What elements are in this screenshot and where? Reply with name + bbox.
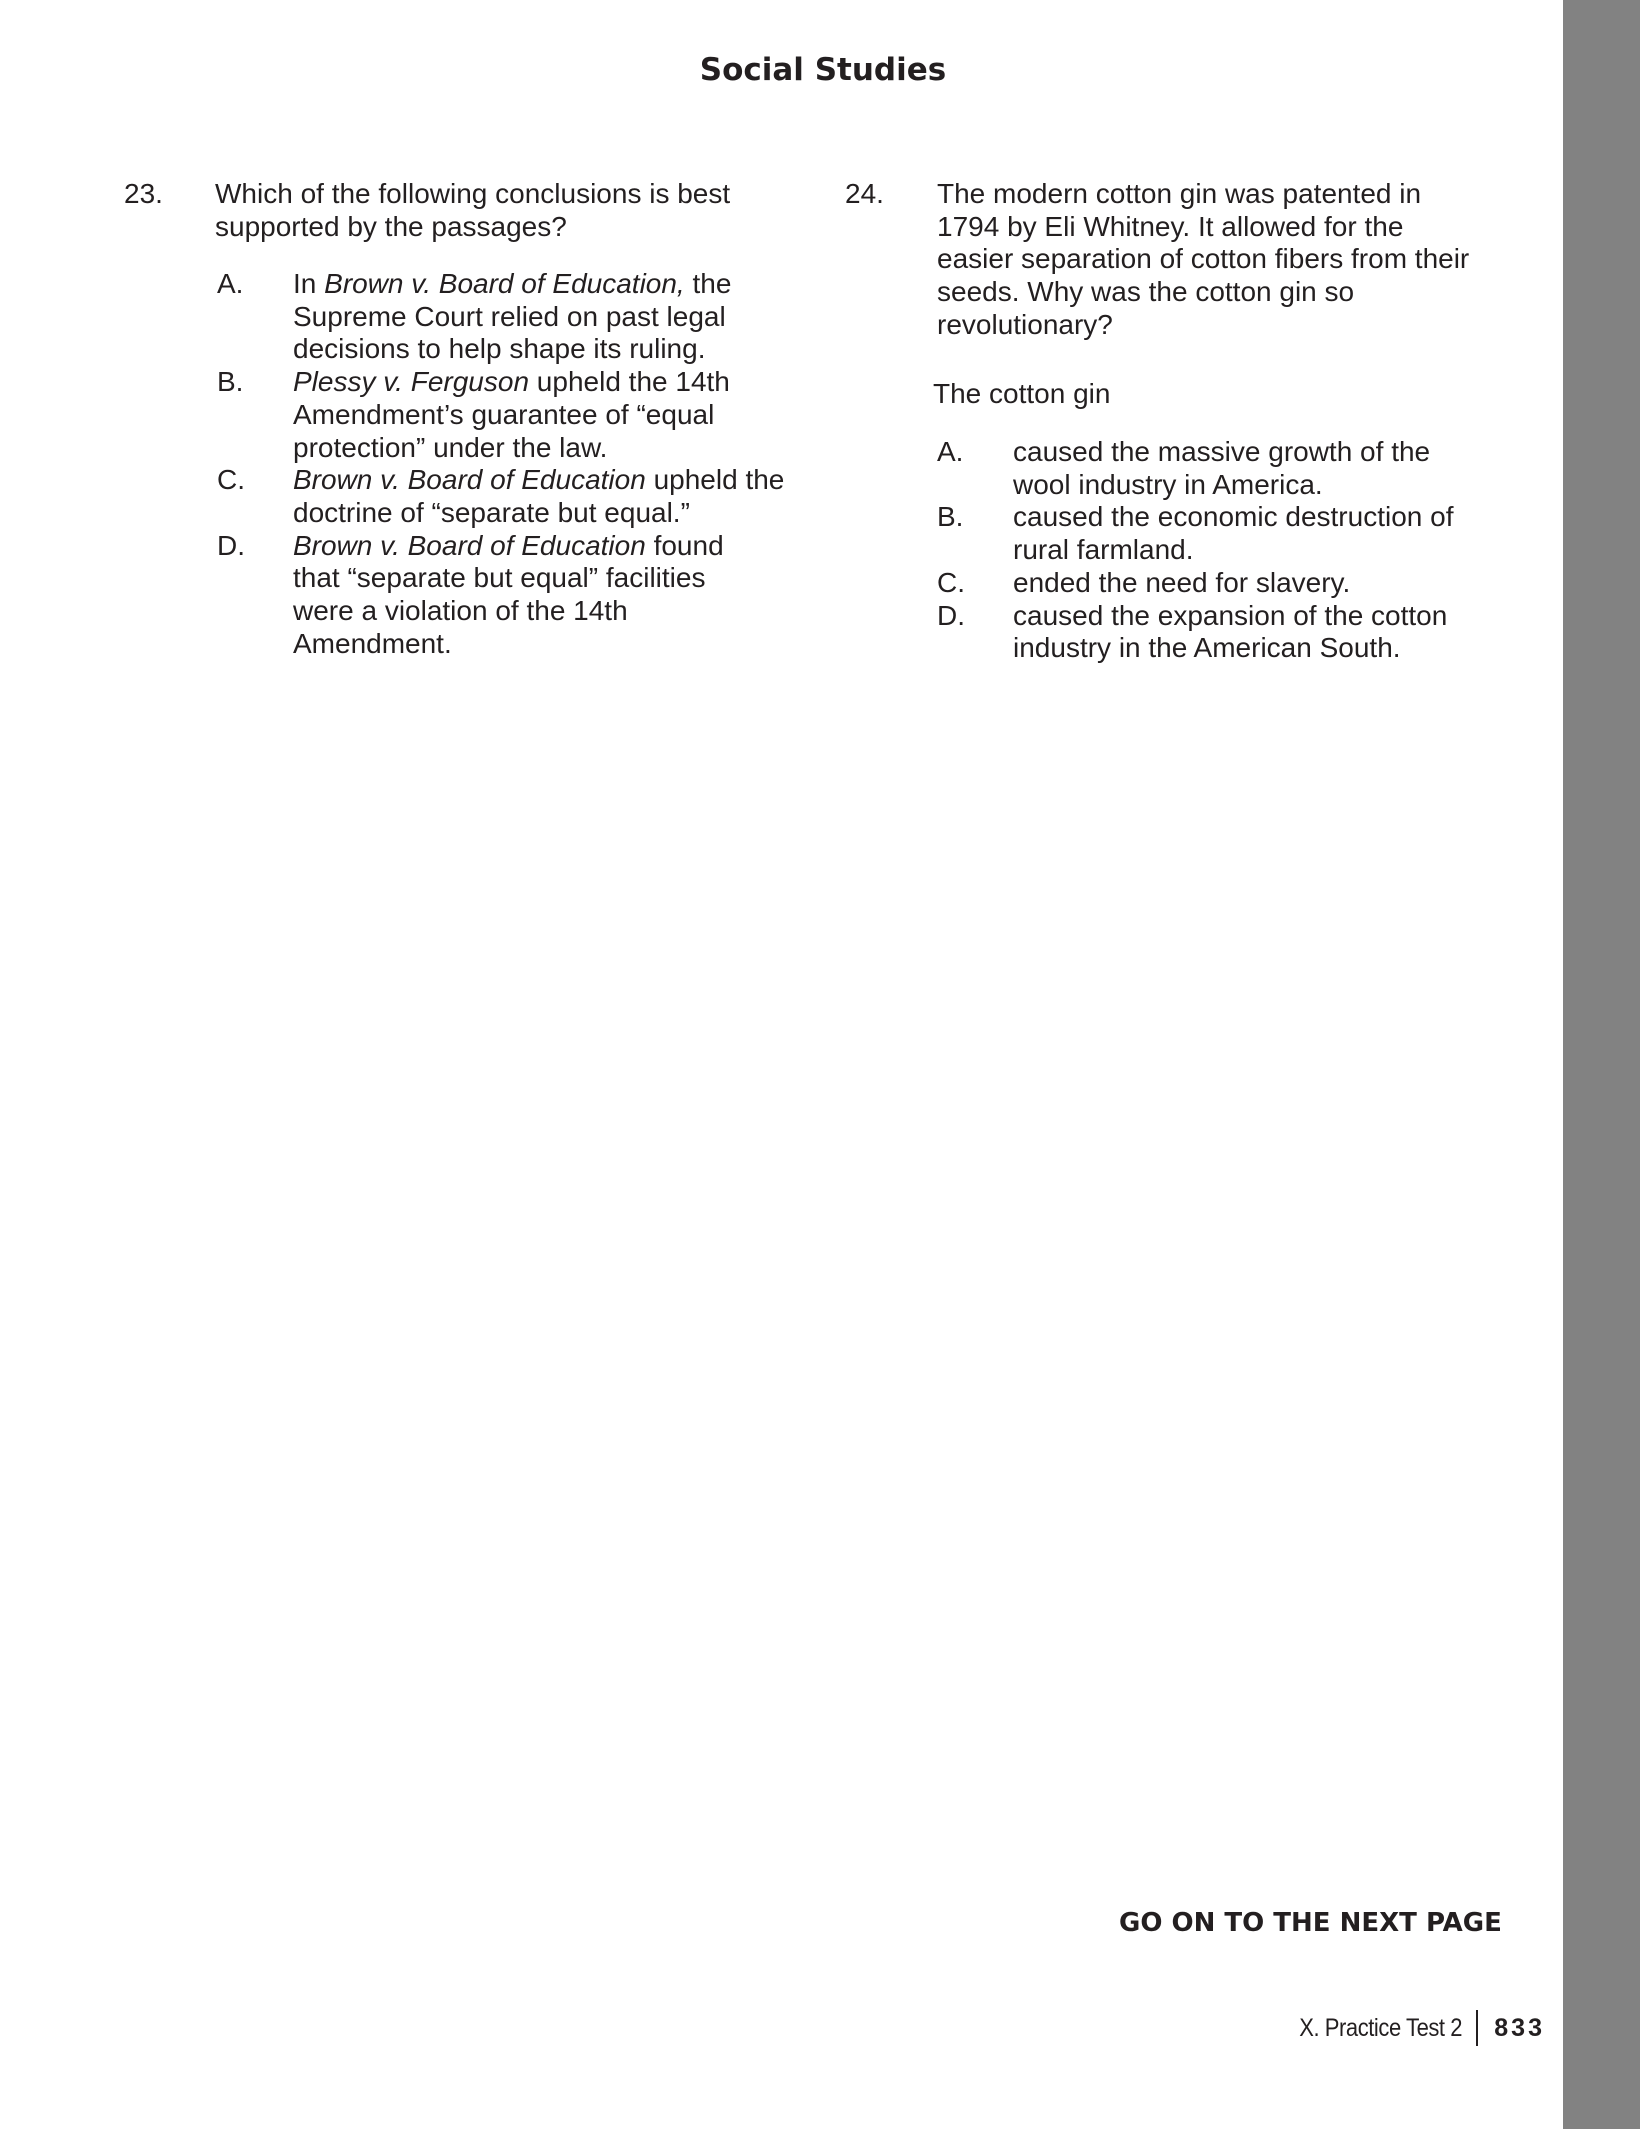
- case-name: Brown v. Board of Education: [293, 529, 646, 561]
- option-text: upheld the 14th Amendment’s guarantee of “equal protection” under the law.: [293, 366, 730, 463]
- answer-option-d[interactable]: [217, 530, 807, 661]
- question-stem: Which of the following conclusions is best supported by the passages?: [215, 178, 731, 242]
- question-number: 23.: [124, 178, 163, 209]
- answer-option-a[interactable]: [217, 268, 807, 366]
- question-number: 24.: [845, 178, 884, 209]
- footer-divider: [1476, 2010, 1478, 2046]
- case-name: Brown v. Board of Education,: [324, 268, 685, 299]
- option-text: upheld the doctrine of “separate but equal.”: [293, 464, 785, 528]
- option-letter: D.: [217, 529, 245, 561]
- option-text: caused the expansion of the cotton industry in the American South.: [1013, 599, 1448, 664]
- option-letter: D.: [937, 599, 965, 631]
- option-text: In: [293, 268, 325, 299]
- page-footer: [1277, 2010, 1545, 2046]
- page-edge-tab: [1563, 0, 1640, 2129]
- answer-option-d[interactable]: [937, 600, 1527, 665]
- option-letter: B.: [217, 366, 244, 398]
- answer-option-c[interactable]: [937, 567, 1527, 600]
- answer-option-b[interactable]: [217, 366, 807, 464]
- page-number: 833: [1494, 2013, 1545, 2042]
- option-letter: A.: [217, 268, 244, 299]
- option-text: the Supreme Court relied on past legal decisions to help shape its ruling.: [293, 268, 732, 365]
- option-letter: C.: [937, 566, 965, 598]
- question-stem: The modern cotton gin was patented in 1794 by Eli Whitney. It allowed for the easier separation of cotton fibers from their seeds. Why was the cotton gin so revolutionary?: [937, 178, 1470, 340]
- question-lead: The cotton gin: [933, 378, 1111, 409]
- page-title: Social Studies: [699, 52, 947, 88]
- option-letter: B.: [937, 501, 964, 533]
- case-name: Plessy v. Ferguson: [293, 366, 530, 398]
- answer-option-c[interactable]: [217, 464, 807, 529]
- option-letter: C.: [217, 464, 245, 496]
- answer-options: [937, 436, 1527, 665]
- case-name: Brown v. Board of Education: [293, 464, 646, 496]
- go-on-notice: GO ON TO THE NEXT PAGE: [1119, 1908, 1502, 1938]
- option-letter: A.: [937, 436, 964, 467]
- answer-option-a[interactable]: [937, 436, 1527, 501]
- section-label: X. Practice Test 2: [1299, 2013, 1463, 2042]
- option-text: found that “separate but equal” facilities were a violation of the 14th Amendment.: [293, 529, 724, 659]
- option-text: ended the need for slavery.: [1013, 566, 1351, 598]
- answer-options: [217, 268, 807, 660]
- option-text: caused the economic destruction of rural farmland.: [1013, 501, 1454, 566]
- answer-option-b[interactable]: [937, 501, 1527, 566]
- option-text: caused the massive growth of the wool industry in America.: [1013, 436, 1431, 500]
